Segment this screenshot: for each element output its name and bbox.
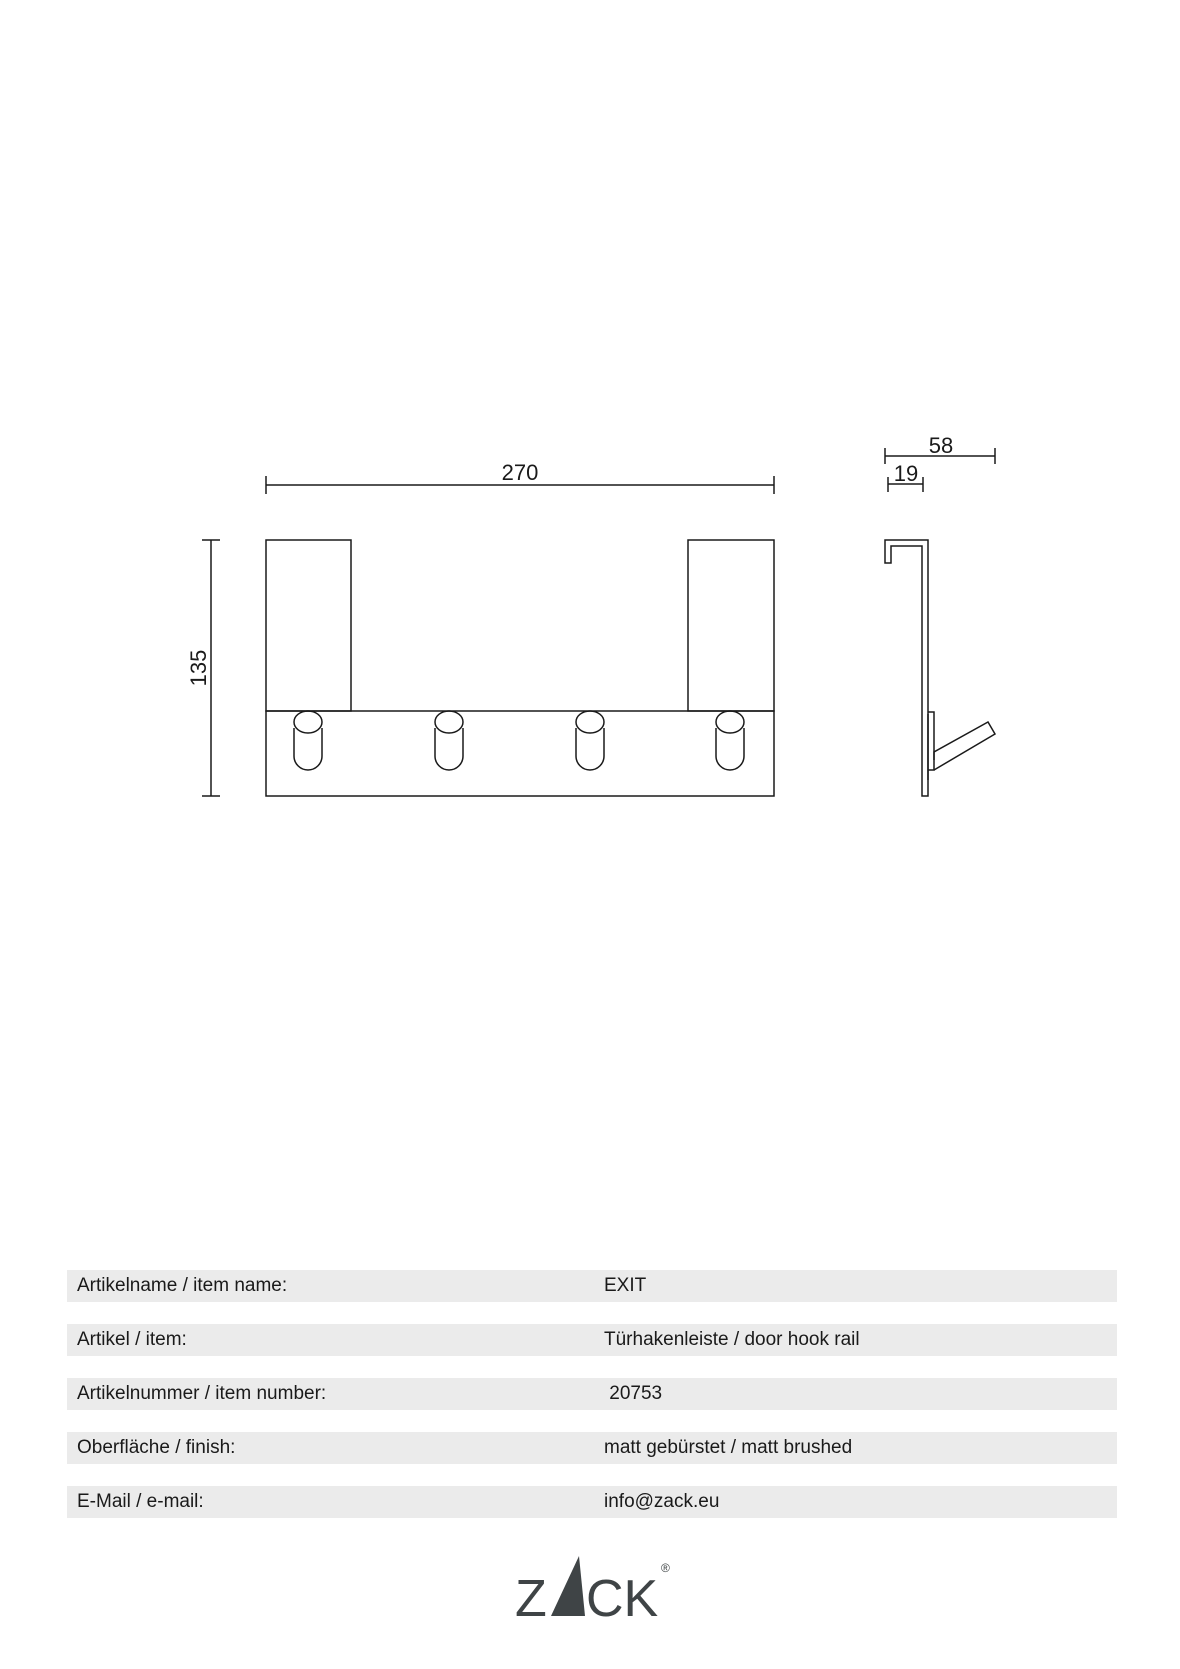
logo-registered-mark: ® (661, 1561, 670, 1575)
hook-4 (716, 711, 744, 770)
spec-label: Artikelname / item name: (77, 1275, 288, 1296)
spec-row-finish (67, 1432, 1117, 1464)
width-dimension-label: 270 (501, 460, 539, 485)
hook-1 (294, 711, 322, 770)
hook-3 (576, 711, 604, 770)
depth-hook-dimension-label: 19 (893, 461, 919, 486)
logo-triangle-icon (551, 1556, 585, 1616)
front-view (266, 540, 774, 796)
depth-total-dimension-label: 58 (928, 433, 954, 458)
spec-row-item-name (67, 1270, 1117, 1302)
spec-row-email (67, 1486, 1117, 1518)
spec-value: 20753 (604, 1383, 663, 1404)
spec-label: Artikelnummer / item number: (77, 1383, 327, 1404)
spec-value[interactable]: info@zack.eu (604, 1491, 720, 1512)
spec-value: matt gebürstet / matt brushed (604, 1437, 853, 1458)
logo-letter-z: Z (515, 1570, 547, 1622)
spec-table (67, 1270, 1117, 1540)
spec-value: EXIT (604, 1275, 647, 1296)
spec-label: Oberfläche / finish: (77, 1437, 236, 1458)
zack-logo (515, 1550, 675, 1622)
spec-row-item (67, 1324, 1117, 1356)
spec-label: Artikel / item: (77, 1329, 187, 1350)
side-view (885, 540, 995, 796)
hook-2 (435, 711, 463, 770)
height-dimension-label: 135 (186, 649, 211, 687)
spec-row-item-number (67, 1378, 1117, 1410)
logo-letters-ck: CK (586, 1570, 659, 1622)
spec-value: Türhakenleiste / door hook rail (604, 1329, 860, 1350)
spec-label: E-Mail / e-mail: (77, 1491, 204, 1512)
